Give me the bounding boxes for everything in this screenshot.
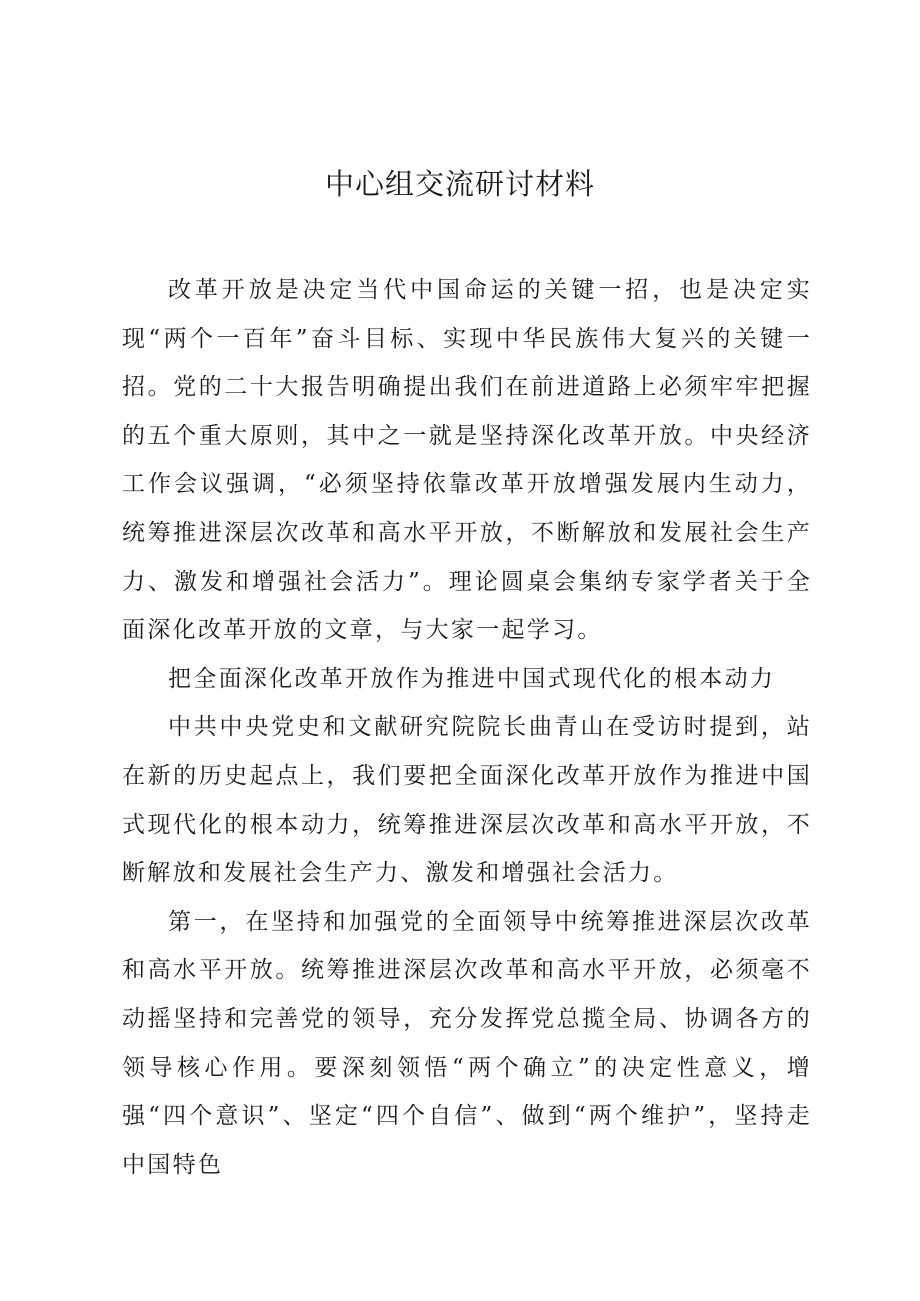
document-body [122, 266, 812, 1189]
paragraph-interview: 中共中央党史和文献研究院院长曲青山在受访时提到，站在新的历史起点上，我们要把全面深化改革开放作为推进中国式现代化的根本动力，统筹推进深层次改革和高水平开放，不断解放和发展社会生产力、激发和增强社会活力。 [122, 714, 812, 887]
paragraph-point-one: 第一，在坚持和加强党的全面领导中统筹推进深层次改革和高水平开放。统筹推进深层次改革和高水平开放，必须毫不动摇坚持和完善党的领导，充分发挥党总揽全局、协调各方的领导核心作用。要深刻领悟“两个确立”的决定性意义，增强“四个意识”、坚定“四个自信”、做到“两个维护”，坚持走中国特色 [122, 908, 812, 1178]
section-heading: 把全面深化改革开放作为推进中国式现代化的根本动力 [168, 665, 776, 692]
paragraph-intro: 改革开放是决定当代中国命运的关键一招，也是决定实现“两个一百年”奋斗目标、实现中华民族伟大复兴的关键一招。党的二十大报告明确提出我们在前进道路上必须牢牢把握的五个重大原则，其中之一就是坚持深化改革开放。中央经济工作会议强调，“必须坚持依靠改革开放增强发展内生动力，统筹推进深层次改革和高水平开放，不断解放和发展社会生产力、激发和增强社会活力”。理论圆桌会集纳专家学者关于全面深化改革开放的文章，与大家一起学习。 [122, 277, 812, 644]
document-title: 中心组交流研讨材料 [324, 167, 595, 201]
